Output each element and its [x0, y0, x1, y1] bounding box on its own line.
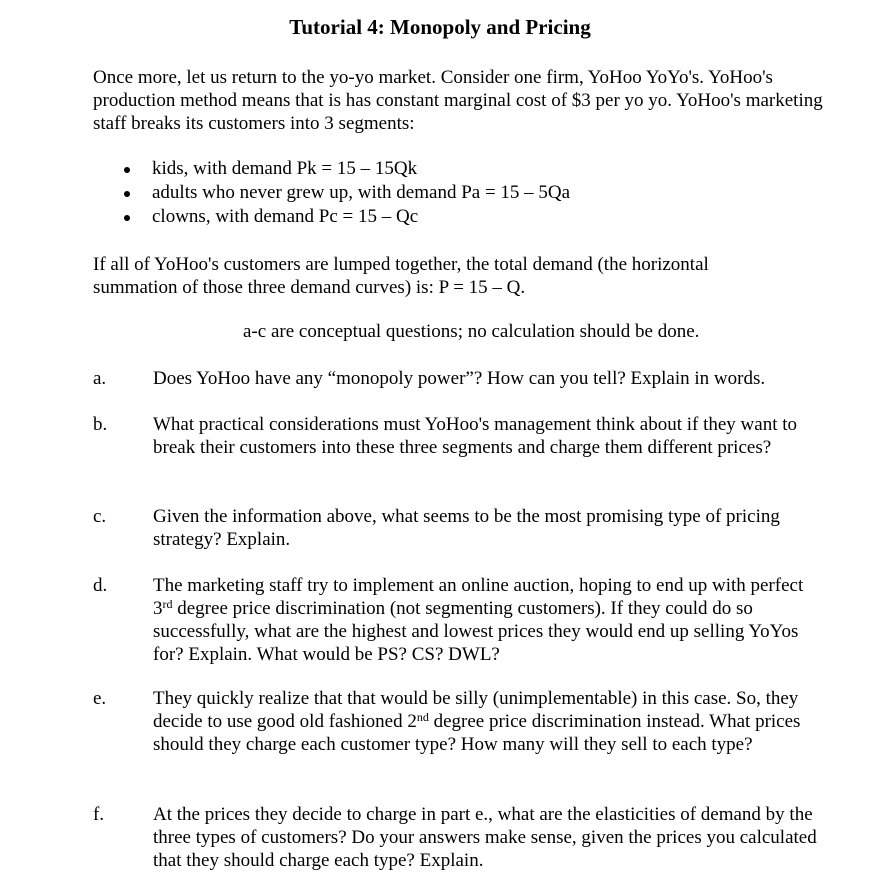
segment-item-kids	[118, 157, 838, 181]
question-text: Does YoHoo have any “monopoly power”? How can you tell? Explain in words.	[153, 368, 766, 389]
question-text: What practical considerations must YoHoo's management think about if they want to break their customers into these three segments and charge them different prices?	[153, 414, 798, 458]
question-letter: f.	[93, 804, 105, 825]
question-b	[93, 413, 833, 459]
total-demand-paragraph: If all of YoHoo's customers are lumped together, the total demand (the horizontal summation of those three demand curves) is: P = 15 – Q.	[93, 254, 709, 298]
question-c	[93, 505, 833, 551]
question-letter: a.	[93, 368, 107, 389]
question-text: At the prices they decide to charge in part e., what are the elasticities of demand by the three types of customers? Do your answers make sense, given the prices you calculated that they should charge each type? Explain.	[153, 804, 817, 871]
question-text-part: degree price discrimination instead. What prices should they charge each customer type? How many will they sell to each type?	[153, 711, 801, 755]
question-text-part: They quickly realize that that would be silly (unimplementable) in this case. So, they decide to use good old fashioned 2	[153, 688, 799, 732]
document-title: Tutorial 4: Monopoly and Pricing	[289, 15, 591, 39]
bullet-icon	[124, 215, 130, 221]
question-f	[93, 803, 833, 872]
bullet-icon	[124, 191, 130, 197]
question-d	[93, 574, 833, 666]
segment-list	[118, 157, 838, 229]
question-letter: b.	[93, 414, 108, 435]
bullet-icon	[124, 167, 130, 173]
intro-paragraph: Once more, let us return to the yo-yo market. Consider one firm, YoHoo YoYo's. YoHoo's production method means that is has constant marginal cost of $3 per yo yo. YoHoo's marketing staff breaks its customers into 3 segments:	[93, 67, 823, 134]
segment-text: clowns, with demand Pc = 15 – Qc	[152, 206, 419, 227]
question-text-part: degree price discrimination (not segmenting customers). If they could do so successfully, what are the highest and lowest prices they would end up selling YoYos for? Explain. What would be PS? CS? DWL?	[153, 598, 799, 665]
question-letter: d.	[93, 575, 108, 596]
segment-item-adults	[118, 181, 838, 205]
segment-text: kids, with demand Pk = 15 – 15Qk	[152, 158, 418, 179]
segment-text: adults who never grew up, with demand Pa = 15 – 5Qa	[152, 182, 571, 203]
conceptual-note: a-c are conceptual questions; no calculation should be done.	[243, 321, 700, 342]
question-letter: e.	[93, 688, 107, 709]
question-letter: c.	[93, 506, 107, 527]
ordinal-suffix: nd	[416, 710, 429, 724]
question-a	[93, 367, 833, 390]
question-text-part: The marketing staff try to implement an online auction, hoping to end up with perfect 3	[153, 575, 804, 619]
segment-item-clowns	[118, 205, 838, 229]
question-text: Given the information above, what seems to be the most promising type of pricing strategy? Explain.	[153, 506, 780, 550]
question-e	[93, 687, 833, 756]
ordinal-suffix: rd	[162, 597, 173, 611]
question-text	[153, 687, 823, 756]
question-text	[153, 574, 823, 666]
